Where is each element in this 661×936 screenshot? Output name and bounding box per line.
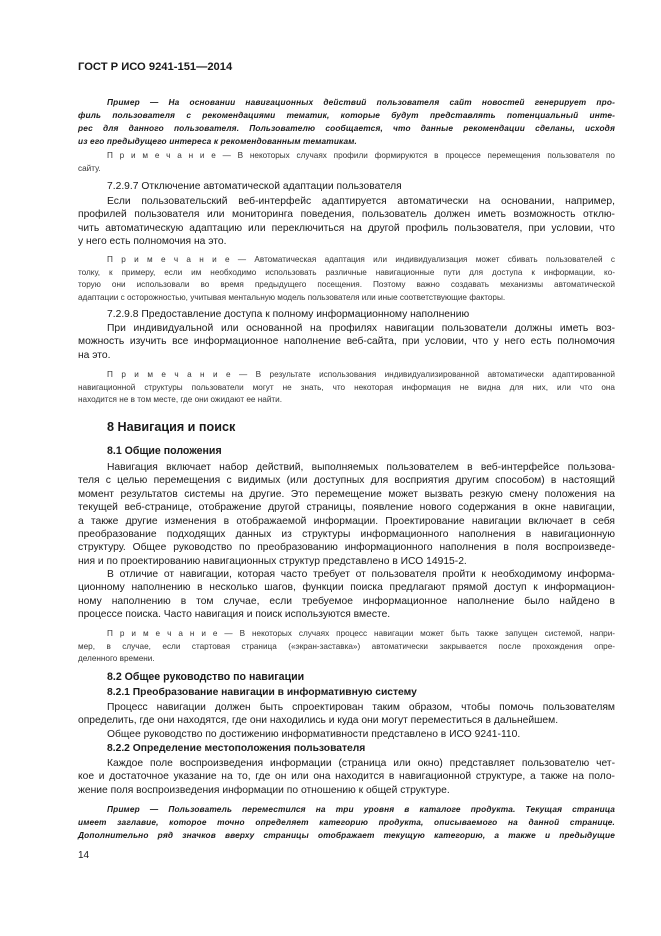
text-line: можность изучить все информационное наполнение веб-сайта, при условии, что у него есть полномочия <box>78 336 615 348</box>
text-line: Пример — На основании навигационных действий пользователя сайт новостей генерирует про- <box>107 97 615 107</box>
text-line: В отличие от навигации, которая часто требует от пользователя пройти к необходимому информа- <box>107 569 615 580</box>
document-header: ГОСТ Р ИСО 9241-151—2014 <box>78 61 233 73</box>
body-paragraph <box>78 568 615 622</box>
section-heading <box>78 420 615 435</box>
text-line: текущей веб-странице, отображение другой страницы, появление нового содержания в окне навигации, <box>78 502 615 514</box>
subsection-heading <box>78 742 615 756</box>
text-line: П р и м е ч а н и е — В результате использования индивидуализированной автоматически адаптированной <box>107 370 615 379</box>
text-line: 8.2.1 Преобразование навигации в информативную систему <box>107 687 417 698</box>
text-line: ному наполнению в том случае, если требуемое информационное наполнение было найдено в <box>78 595 615 607</box>
text-line: адаптации с осторожностью, учитывая ментальную модель пользователя или иные соответствующие факторы. <box>78 293 506 303</box>
note-block <box>78 369 615 407</box>
text-line: процессе поиска. Часто навигация и поиск используются вместе. <box>78 609 391 621</box>
text-line: 8.2 Общее руководство по навигации <box>107 671 305 683</box>
text-line: кое и достаточное указание на то, где он или она находится в навигационной структуре, а также на поло- <box>78 771 615 783</box>
text-line: теля с целью перемещения с видимых (или доступных для восприятия другим способом) в настоящий <box>78 475 615 487</box>
text-line: а также другие изменения в отображаемой информации. Проектирование навигации включает в себя <box>78 515 615 527</box>
text-line: момент результатов системы на другие. Это перемещение может вызвать резкую смену положения на <box>78 488 615 500</box>
text-line: Каждое поле воспроизведения информации (страница или окно) представляет пользователю чет- <box>107 758 615 769</box>
text-line: Пример — Пользователь переместился на три уровня в каталоге продукта. Текущая страница <box>107 804 615 814</box>
text-line: определить, где они находятся, где они находились и куда они могут переместиться в дальнейшем. <box>78 715 559 727</box>
body-paragraph <box>78 728 615 741</box>
text-line: ционному наполнению в несколько шагов, функции поиска предлагают прямой доступ к информацион- <box>78 582 615 594</box>
note-block <box>78 628 615 666</box>
text-line: Навигация включает набор действий, выполняемых пользователем в веб-интерфейсе пользова- <box>107 462 615 473</box>
subsection-heading <box>78 308 615 322</box>
text-line: жение поля воспроизведения информации по отношению к общей структуре. <box>78 784 450 796</box>
text-line: у него есть полномочия на это. <box>78 236 227 248</box>
text-line: Если пользовательский веб-интерфейс адаптируется автоматически на основании, например, <box>107 196 615 207</box>
text-line: П р и м е ч а н и е — В некоторых случаях процесс навигации может быть также запущен системой, напри- <box>107 629 615 638</box>
text-line: навигационной структуры пользователи могут не знать, что некоторая информация не видна для них, или что она <box>78 382 615 392</box>
subsection-heading <box>78 686 615 700</box>
text-line: 7.2.9.8 Предоставление доступа к полному информационному наполнению <box>107 309 470 320</box>
subsection-heading <box>78 180 615 194</box>
text-line: структуру. Общее руководство по преобразованию информационного наполнения в поля воспроизведе- <box>78 542 615 554</box>
text-line: При индивидуальной или основанной на профилях навигации пользователи должны иметь воз- <box>107 323 615 334</box>
text-line: сайту. <box>78 163 101 173</box>
text-line: 8 Навигация и поиск <box>107 420 236 434</box>
example-block <box>78 96 615 148</box>
body-paragraph <box>78 322 615 362</box>
text-line: торую они использовали во время предыдущего посещения. Поэтому важно создавать механизмы автоматической <box>78 280 615 290</box>
text-line: из его предыдущего интереса к рекомендованным тематикам. <box>78 135 358 146</box>
text-line: мер, в случае, если стартовая страница («экран-заставка») автоматически закрывается после прохождения опре- <box>78 641 615 651</box>
body-paragraph <box>78 461 615 568</box>
text-line: Дополнительно ряд значков вверху страницы отображает текущую категорию, а также и предыдущие <box>78 829 615 840</box>
text-line: 8.1 Общие положения <box>107 445 222 457</box>
body-paragraph <box>78 757 615 797</box>
text-line: Процесс навигации должен быть спроектирован таким образом, чтобы помочь пользователям <box>107 702 615 713</box>
page-number: 14 <box>78 850 90 861</box>
section-heading <box>78 444 615 458</box>
text-line: ния и по проектированию навигационных структур представлено в ИСО 14915-2. <box>78 555 467 567</box>
text-line: чить автоматическую адаптацию или переключиться на другой профиль пользователя, при условии, что <box>78 222 615 234</box>
example-block <box>78 803 615 842</box>
body-paragraph <box>78 701 615 728</box>
text-line: толку, к примеру, если им необходимо использовать различные навигационные пути для доступа к информации, ко- <box>78 267 615 277</box>
text-line: 7.2.9.7 Отключение автоматической адаптации пользователя <box>107 181 402 192</box>
text-line: П р и м е ч а н и е — В некоторых случаях профили формируются в процессе перемещения пользователя по <box>107 151 615 160</box>
text-line: преобразование подходящих данных из структуры информационного наполнения в навигационную <box>78 529 615 541</box>
body-paragraph <box>78 195 615 249</box>
text-line: деленного времени. <box>78 654 155 664</box>
text-line: 8.2.2 Определение местоположения пользователя <box>107 743 366 754</box>
text-line: рес для данного пользователя. Пользователю сообщается, что данные рекомендации сделаны, исходя <box>78 122 615 133</box>
note-block <box>78 150 615 175</box>
text-line: Общее руководство по достижению информативности представлено в ИСО 9241-110. <box>107 729 521 740</box>
note-block <box>78 254 615 305</box>
text-line: на это. <box>78 349 111 361</box>
text-line: находится не в том месте, где они ожидают ее найти. <box>78 395 282 405</box>
section-heading <box>78 670 615 684</box>
text-line: П р и м е ч а н и е — Автоматическая адаптация или индивидуализация может сбивать пользователей с <box>107 255 615 264</box>
text-line: филь пользователя с рекомендациями тематик, которые будут представлять потенциальный инте- <box>78 109 615 120</box>
text-line: имеет заглавие, которое точно определяет категорию продукта, описываемого на данной странице. <box>78 816 615 827</box>
text-line: профилей пользователя или мониторинга поведения, пользователь должен иметь возможность отклю- <box>78 209 615 221</box>
